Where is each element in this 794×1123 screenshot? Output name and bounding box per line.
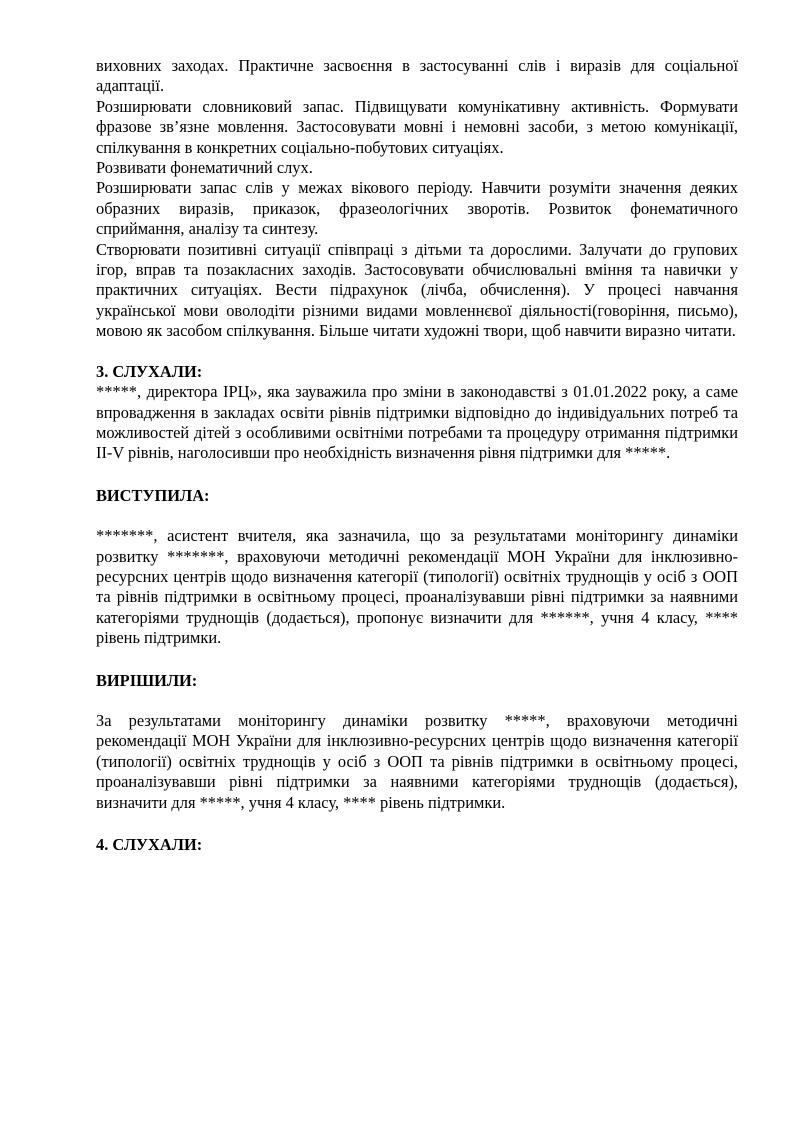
intro-paragraph-3: Розвивати фонематичний слух.: [96, 158, 313, 178]
section-4-heading: 4. СЛУХАЛИ:: [96, 835, 203, 854]
decided-heading: ВИРІШИЛИ:: [96, 670, 198, 690]
document-page: [96, 56, 738, 855]
intro-paragraph-5: Створювати позитивні ситуації співпраці з дітьми та дорослими. Залучати до групових ігор, вправ та позакласних заходів. Застосовувати обчислювальні вміння та навички у практичних ситуаціях. Вести підрахунок (лічба, обчислення). У процесі навчання української мови оволодіти різними видами мовленнєвої діяльності(говоріння, письмо), мовою як засобом спілкування. Більше читати художні твори, щоб навчити виразно читати.: [96, 239, 738, 341]
spacer: [96, 506, 738, 526]
intro-paragraph-2: Розширювати словниковий запас. Підвищувати комунікативну активність. Формувати фразове зв’язне мовлення. Застосовувати мовні і немовні засоби, з метою комунікації, спілкування в конкретних соціально-побутових ситуаціях.: [96, 96, 738, 157]
spacer: [96, 342, 738, 362]
spoke-heading: ВИСТУПИЛА:: [96, 485, 210, 505]
spacer: [96, 464, 738, 486]
intro-paragraph-4: Розширювати запас слів у межах вікового періоду. Навчити розуміти значення деяких образних виразів, приказок, фразеологічних зворотів. Розвиток фонематичного сприймання, аналізу та синтезу.: [96, 178, 738, 239]
spoke-text: *******, асистент вчителя, яка зазначила, що за результатами моніторингу динаміки розвитку *******, враховуючи методичні рекомендації МОН України для інклюзивно-ресурсних центрів щодо визначення категорії (типології) освітніх труднощів у осіб з ООП та рівнів підтримки в освітньому процесі, проаналізувавши рівні підтримки за наявними категоріями труднощів (додається), пропонує визначити для ******, учня 4 класу, **** рівень підтримки.: [96, 526, 738, 648]
section-3-text: *****, директора ІРЦ», яка зауважила про зміни в законодавстві з 01.01.2022 року, а саме впровадження в закладах освіти рівнів підтримки відповідно до індивідуальних потреб та можливостей дітей з особливими освітніми потребами та процедуру отримання підтримки ІІ-V рівнів, наголосивши про необхідність визначення рівня підтримки для *****.: [96, 382, 738, 463]
decided-text: За результатами моніторингу динаміки розвитку *****, враховуючи методичні рекомендації МОН України для інклюзивно-ресурсних центрів щодо визначення категорії (типології) освітніх труднощів у осіб з ООП та рівнів підтримки в освітньому процесі, проаналізувавши рівні підтримки за наявними категоріями труднощів (додається), визначити для *****, учня 4 класу, **** рівень підтримки.: [96, 710, 738, 812]
spacer: [96, 649, 738, 671]
spacer: [96, 691, 738, 711]
spacer: [96, 813, 738, 835]
section-3-heading: 3. СЛУХАЛИ:: [96, 361, 203, 381]
intro-paragraph-1: виховних заходах. Практичне засвоєння в застосуванні слів і виразів для соціальної адаптації.: [96, 56, 738, 96]
